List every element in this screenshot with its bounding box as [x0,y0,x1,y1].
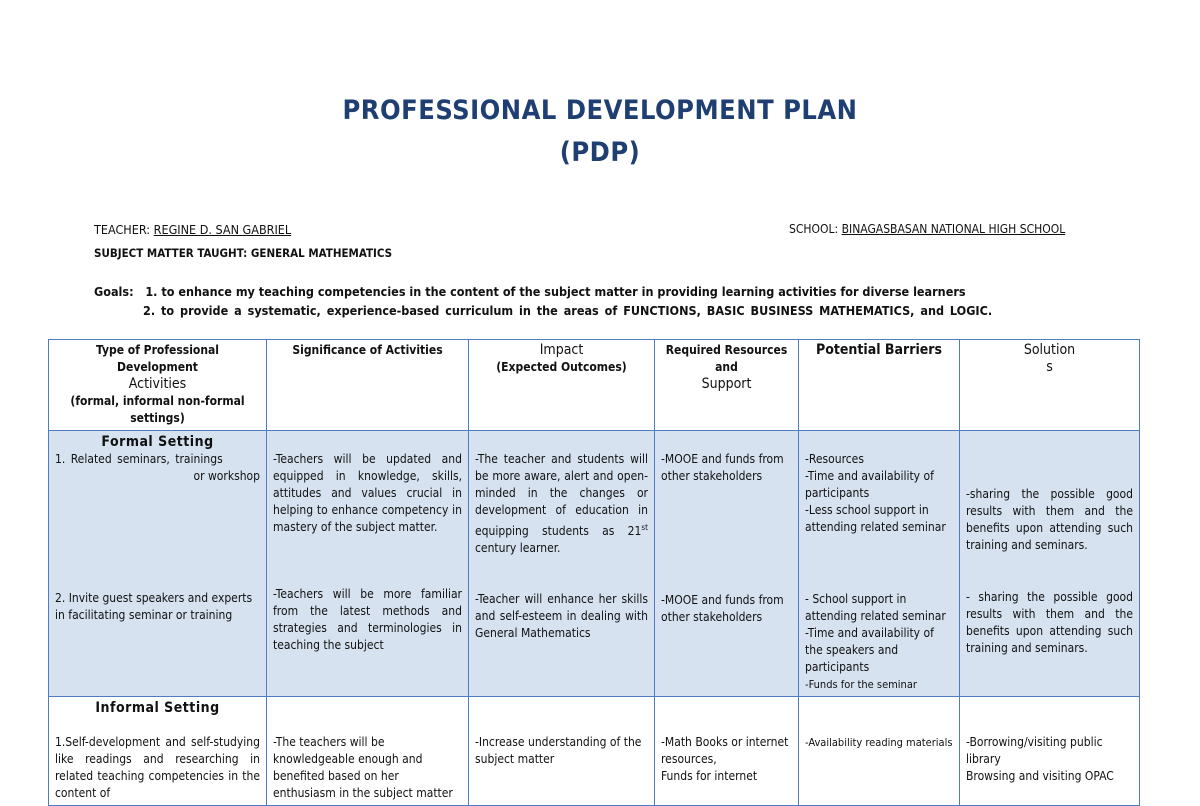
formal-type-cell: Formal Setting 1. Related seminars, trainings or workshop 2. Invite guest speakers and experts in facilitating seminar or training [49,431,267,697]
goal-1 [94,282,1144,301]
table-header-row [49,340,1140,431]
formal-barriers-cell: -Resources -Time and availability of participants -Less school support in attending related seminar - School support in attending related seminar -Time and availability of the speakers and participants -Funds for the seminar [799,431,960,697]
col-header-solutions: Solution s [960,340,1140,431]
informal-significance-cell: -The teachers will be knowledgeable enough and benefited based on her enthusiasm in the subject matter [267,697,469,806]
informal-barriers-cell: -Availability reading materials [799,697,960,806]
formal-section-label: Formal Setting [101,434,214,450]
school-label: SCHOOL: [789,222,839,236]
goal-1-text: 1. to enhance my teaching competencies in the content of the subject matter in providing learning activities for diverse learners [145,284,966,299]
teacher-label: TEACHER: [94,222,151,237]
informal-solutions-cell: -Borrowing/visiting public library Browsing and visiting OPAC [960,697,1140,806]
informal-type-cell: Informal Setting 1.Self-development and self-studying like readings and researching in related teaching competencies in the content of [49,697,267,806]
page-title: PROFESSIONAL DEVELOPMENT PLAN [342,95,858,126]
informal-resources-cell: -Math Books or internet resources, Funds for internet [655,697,799,806]
informal-impact-cell: -Increase understanding of the subject matter [469,697,655,806]
formal-type-2: 2. Invite guest speakers and experts in facilitating seminar or training [55,591,253,622]
formal-resources-2: -MOOE and funds from other stakeholders [661,593,784,624]
goals-block [94,282,1144,320]
teacher-name: REGINE D. SAN GABRIEL [153,222,292,237]
formal-resources-1: -MOOE and funds from other stakeholders [661,452,784,483]
formal-impact-1: -The teacher and students will be more aware, alert and open-minded in the changes or development of education in equipping students as 21st century learner. [475,452,648,555]
col-header-type: Type of Professional Development Activities (formal, informal non-formal settings) [49,340,267,431]
page-subtitle: (PDP) [559,137,641,168]
formal-solution-1: -sharing the possible good results with them and the benefits upon attending such training and seminars. [966,487,1133,552]
goal-2: 2. to provide a systematic, experience-based curriculum in the areas of FUNCTIONS, BASIC BUSINESS MATHEMATICS, and LOGIC. [143,303,993,318]
formal-solutions-cell [960,431,1140,697]
col-header-significance: Significance of Activities [267,340,469,431]
formal-impact-2: -Teacher will enhance her skills and self-esteem in dealing with General Mathematics [475,592,648,640]
subject-value: GENERAL MATHEMATICS [250,246,393,260]
formal-resources-cell [655,431,799,697]
school-line [789,222,1065,236]
subject-line [94,246,392,260]
table-row-formal [49,431,1140,697]
formal-significance-2: -Teachers will be more familiar from the latest methods and strategies and terminologies in teaching the subject [273,587,462,652]
col-header-resources: Required Resources and Support [655,340,799,431]
formal-impact-cell [469,431,655,697]
informal-section-label: Informal Setting [95,700,220,716]
pdp-table [48,339,1140,806]
col-header-barriers: Potential Barriers [799,340,960,431]
formal-significance-cell [267,431,469,697]
col-header-impact: Impact (Expected Outcomes) [469,340,655,431]
formal-significance-1: -Teachers will be updated and equipped in knowledge, skills, attitudes and values crucial in helping to enhance competency in mastery of the subject matter. [273,452,462,534]
goals-label: Goals: [94,284,134,299]
subject-label: SUBJECT MATTER TAUGHT: [94,246,248,260]
school-name: BINAGASBASAN NATIONAL HIGH SCHOOL [841,222,1066,236]
formal-solution-2: - sharing the possible good results with them and the benefits upon attending such training and seminars. [966,590,1133,655]
table-row-informal [49,697,1140,806]
teacher-line [94,222,291,237]
